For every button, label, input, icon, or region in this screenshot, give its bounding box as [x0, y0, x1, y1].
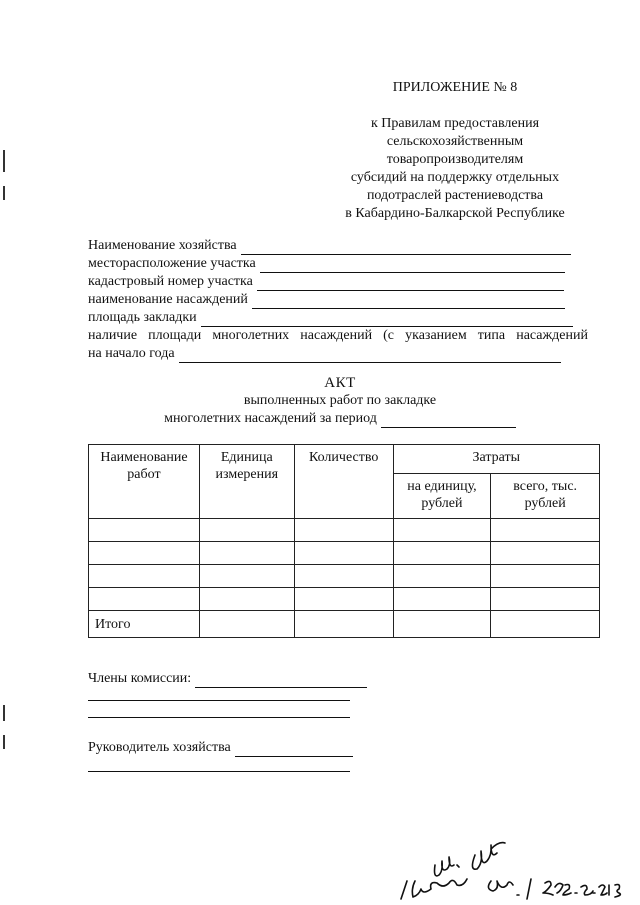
commission-label: Члены комиссии:: [88, 671, 192, 686]
commission-row: [88, 670, 378, 688]
table-cell[interactable]: [294, 519, 393, 542]
cadastral-field: [88, 273, 588, 291]
scan-edge-mark: [3, 186, 5, 200]
plantings-blank[interactable]: [252, 294, 565, 309]
table-cell[interactable]: [199, 542, 294, 565]
table-row: [89, 565, 600, 588]
farm-name-field: [88, 237, 588, 255]
perennial-label: наличие площади многолетних насаждений (с указанием типа насаждений: [88, 328, 588, 343]
table-cell[interactable]: [89, 565, 200, 588]
head-blank[interactable]: [88, 759, 350, 772]
table-cell[interactable]: [393, 565, 491, 588]
table-cell[interactable]: [491, 542, 600, 565]
farm-info-fields: [88, 237, 588, 363]
farm-name-label: Наименование хозяйства: [88, 238, 237, 253]
col-header-name: Наименование работ: [89, 445, 200, 519]
cadastral-label: кадастровый номер участка: [88, 274, 253, 289]
scan-edge-mark: [3, 735, 5, 749]
act-period-label: многолетних насаждений за период: [164, 411, 377, 426]
col-header-per-unit: на единицу, рублей: [393, 474, 491, 519]
table-row: [89, 542, 600, 565]
perennial-field-line2: [88, 345, 588, 363]
act-period-row: [150, 410, 530, 428]
perennial-blank[interactable]: [179, 348, 561, 363]
act-title: АКТ: [324, 375, 356, 391]
act-subtitle: выполненных работ по закладке: [243, 393, 437, 408]
table-cell[interactable]: [89, 519, 200, 542]
table-cell[interactable]: [199, 565, 294, 588]
col-header-costs: Затраты: [393, 445, 599, 474]
scan-edge-mark: [3, 150, 5, 172]
col-header-unit: Единица измерения: [199, 445, 294, 519]
table-cell[interactable]: [491, 565, 600, 588]
table-cell[interactable]: [393, 588, 491, 611]
perennial-label-cont: на начало года: [88, 346, 175, 361]
table-cell[interactable]: [294, 565, 393, 588]
appendix-line: сельскохозяйственным: [386, 134, 524, 149]
area-blank[interactable]: [201, 312, 573, 327]
location-field: [88, 255, 588, 273]
table-cell[interactable]: [199, 588, 294, 611]
table-row: [89, 588, 600, 611]
appendix-line: подотраслей растениеводства: [366, 188, 544, 203]
commission-blank[interactable]: [88, 705, 350, 718]
table-cell[interactable]: [491, 519, 600, 542]
col-header-total: всего, тыс. рублей: [491, 474, 600, 519]
act-period-blank[interactable]: [381, 413, 516, 428]
area-label: площадь закладки: [88, 310, 197, 325]
table-header-row: [89, 445, 600, 474]
scan-edge-mark: [3, 705, 5, 721]
handwritten-signature: [395, 835, 630, 903]
table-cell[interactable]: [393, 611, 491, 638]
head-block: [88, 739, 378, 772]
table-cell[interactable]: [491, 611, 600, 638]
table-cell[interactable]: [89, 588, 200, 611]
table-cell[interactable]: [491, 588, 600, 611]
commission-block: [88, 670, 378, 718]
appendix-header: [300, 79, 610, 223]
commission-blank[interactable]: [195, 673, 367, 688]
table-cell[interactable]: [199, 611, 294, 638]
plantings-label: наименование насаждений: [88, 292, 248, 307]
act-heading: [150, 374, 530, 428]
head-row: [88, 739, 378, 757]
appendix-line: субсидий на поддержку отдельных: [350, 170, 560, 185]
cadastral-blank[interactable]: [257, 276, 564, 291]
table-cell[interactable]: [294, 611, 393, 638]
table-cell[interactable]: [294, 542, 393, 565]
table-row: [89, 519, 600, 542]
appendix-title: ПРИЛОЖЕНИЕ № 8: [392, 80, 518, 95]
location-label: месторасположение участка: [88, 256, 256, 271]
commission-blank[interactable]: [88, 688, 350, 701]
table-cell[interactable]: [393, 519, 491, 542]
appendix-line: к Правилам предоставления: [370, 116, 540, 131]
col-header-quantity: Количество: [294, 445, 393, 519]
location-blank[interactable]: [260, 258, 565, 273]
table-cell[interactable]: [199, 519, 294, 542]
appendix-line: товаропроизводителям: [386, 152, 524, 167]
perennial-field-line1: [88, 327, 588, 345]
plantings-field: [88, 291, 588, 309]
total-label: Итого: [89, 611, 200, 638]
works-table: [88, 444, 600, 638]
head-blank[interactable]: [235, 742, 353, 757]
appendix-line: в Кабардино-Балкарской Республике: [345, 206, 565, 221]
farm-name-blank[interactable]: [241, 240, 571, 255]
table-cell[interactable]: [294, 588, 393, 611]
table-total-row: [89, 611, 600, 638]
table-cell[interactable]: [89, 542, 200, 565]
table-cell[interactable]: [393, 542, 491, 565]
head-label: Руководитель хозяйства: [88, 740, 231, 755]
area-field: [88, 309, 588, 327]
